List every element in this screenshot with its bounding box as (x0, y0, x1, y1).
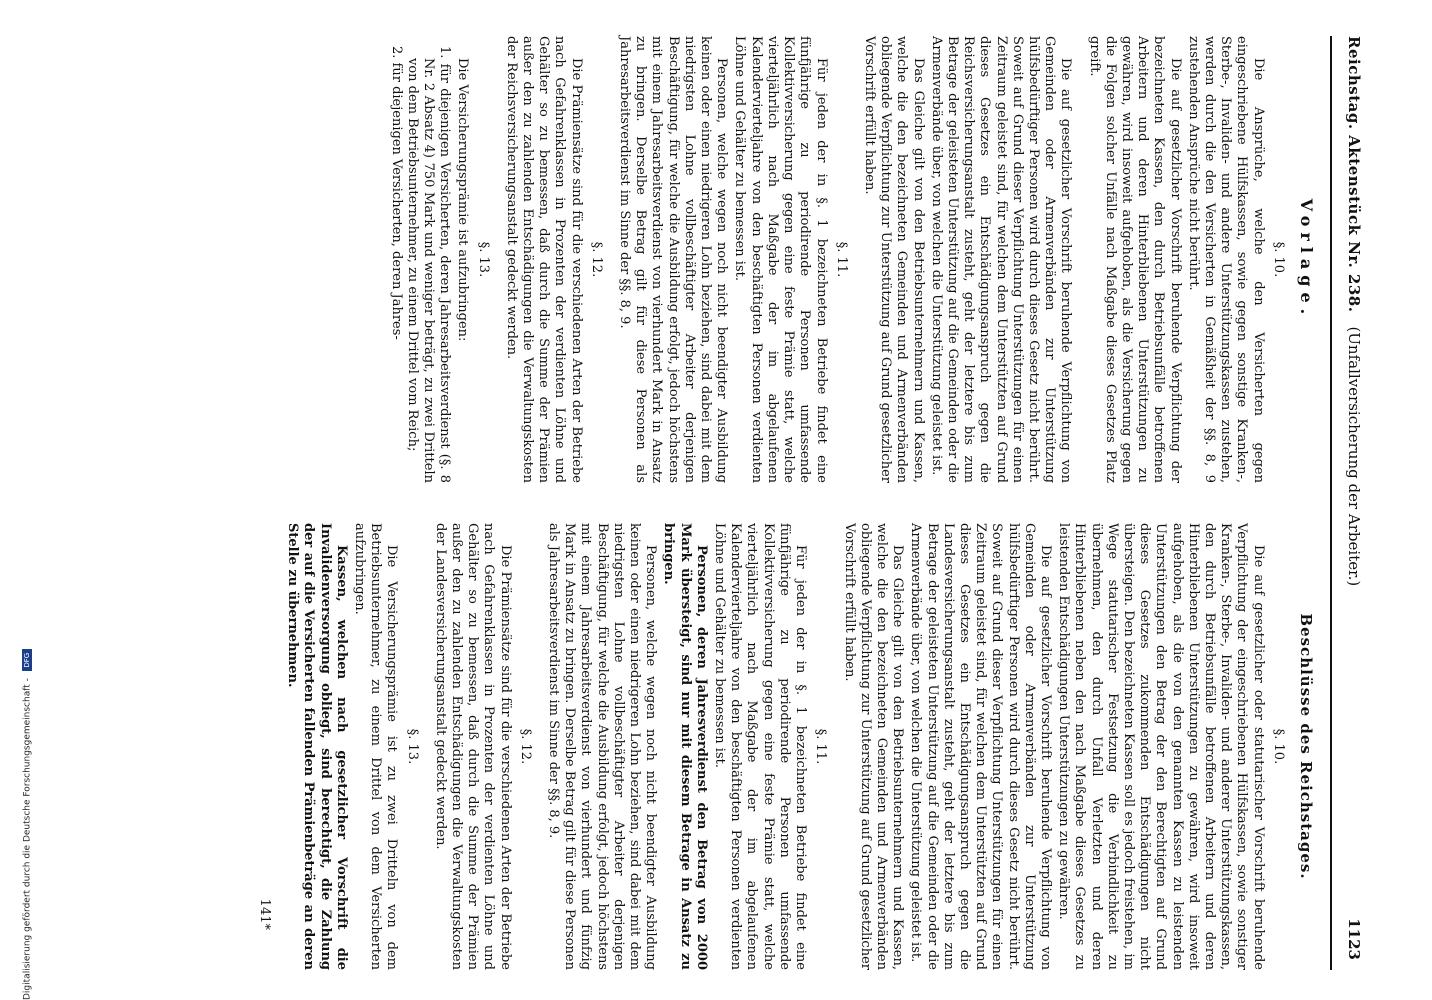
paragraph: Die Prämiensätze sind für die verschiedenen Arten der Betriebe nach Gefahrenklassen in Prozenten der verdienten Löhne und Gehälter so zu bemessen, daß durch die Summe der Prämien außer den zu zahlenden Entschädigungen die Verwaltungskosten der Landesversicherungsanstalt gedeckt werden. (432, 523, 513, 970)
section-heading: §. 10. (1270, 241, 1286, 278)
section-heading: §. 11. (833, 241, 849, 278)
paragraph: Die Versicherungsprämie ist aufzubringen: (455, 58, 471, 342)
header-left: Reichstag. Aktenstück Nr. 238. (1345, 36, 1363, 313)
section-heading: §. 13. (404, 728, 420, 765)
page-header (1330, 36, 1362, 970)
paragraph: Die Prämiensätze sind für die verschiedenen Arten der Betriebe nach Gefahrenklassen in Prozenten der verdienten Löhne und Gehälter so zu bemessen, daß durch die Summe der Prämien außer den zu zahlenden Entschädigungen die Verwaltungskosten der Reichsversicherungsanstalt gedeckt werden. (503, 36, 584, 483)
paragraph: Das Gleiche gilt von den Betriebsunternehmern und Kassen, welche die den bezeichneten Gemeinden und Armenverbänden obliegende Verpflichtung zur Unterstützung auf Grund gesetzlicher Vorschrift erfüllt haben. (861, 36, 926, 483)
section-heading: §. 10. (1270, 728, 1286, 765)
paragraph: Für jeden der in §. 1 bezeichneten Betriebe findet eine fünfjährige zu periodirende Personen umfassende Kollektivversicherung gegen eine feste Prämie statt, welche vierteljährlich nach Maßgabe der im abgelaufenen Kalendervierteljahre von den beschäftigten Personen verdienten Löhne und Gehälter zu bemessen ist. (712, 523, 809, 970)
section-heading: §. 11. (813, 728, 829, 765)
paragraph: Die auf gesetzlicher Vorschrift beruhende Verpflichtung von Gemeinden oder Armenverbänden zur Unterstützung hülfsbedürftiger Personen wird durch dieses Gesetz nicht berührt. Soweit auf Grund dieser Verpflichtung Unterstützungen für einen Zeitraum geleistet sind, für welchen dem Unterstützten auf Grund dieses Gesetzes ein Entschädigungsanspruch gegen die Landesversicherungsanstalt zusteht, geht der letztere bis zum Betrage der geleisteten Unterstützung auf die Gemeinden oder die Armenverbände über, von welchen die Unterstützung geleistet ist. (908, 523, 1053, 970)
right-section-12 (432, 523, 533, 970)
section-heading: §. 12. (588, 241, 604, 278)
right-section-11 (545, 523, 828, 970)
digitization-footer (22, 649, 33, 1000)
paragraph: Das Gleiche gilt von den Betriebsunternehmern und Kassen, welche die den bezeichneten Gemeinden und Armenverbänden obliegende Verpflichtung zur Unterstützung auf Grund gesetzlicher Vorschrift erfüllt haben. (841, 523, 906, 970)
section-heading: §. 12. (517, 728, 533, 765)
paragraph: Personen, welche wegen noch nicht beendigter Ausbildung keinen oder einen niedrigeren Lohn beziehen, sind dabei mit dem niedrigsten Lohne vollbeschäftigter Arbeiter derjenigen Beschäftigung, für welche die Ausbildung erfolgt, jedoch höchstens mit einem Jahresarbeitsverdienst von vierhundert Mark in Ansatz zu bringen. Derselbe Betrag gilt für diese Personen als Jahresarbeitsverdienst im Sinne der §§. 8, 9. (617, 36, 730, 483)
section-heading: §. 13. (475, 241, 491, 278)
paragraph: Personen, deren Jahresverdienst den Betrag von 2000 Mark übersteigt, sind nur mit diesem Betrage in Ansatz zu bringen. (661, 523, 709, 970)
left-section-13 (387, 36, 490, 483)
two-column-body (256, 36, 1320, 970)
left-section-10 (1085, 36, 1285, 483)
paragraph: Personen, welche wegen noch nicht beendigter Ausbildung keinen oder einen niedrigeren Lohn beziehen, sind dabei mit dem niedrigsten Lohne vollbeschäftigter Arbeiter derjenigen Beschäftigung, für welche die Ausbildung erfolgt, jedoch höchstens mit einem Jahresarbeitsverdienst von vierhundert und fünfzig Mark in Ansatz zu bringen. Derselbe Betrag gilt für diese Personen als Jahresarbeitsverdienst im Sinne der §§. 8, 9. (546, 523, 659, 970)
paragraph: Die Versicherungsprämie ist zu zwei Dritteln von dem Betriebsunternehmer, zu einem Drittel von dem Versicherten aufzubringen. (352, 523, 400, 970)
right-column-title: Beschlüsse des Reichstages. (1297, 613, 1315, 880)
paragraph: Die auf gesetzlicher oder statutarischer Vorschrift beruhende Verpflichtung der eingeschriebenen Hülfskassen, sowie sonstiger Kranken-, Sterbe-, Invaliden- und anderer Unterstützungskassen, den durch Betriebsunfälle betroffenen Arbeitern und deren Hinterbliebenen Unterstützungen zu gewähren, wird insoweit aufgehoben, als die von den genannten Kassen zu leistenden Unterstützungen den Betrag der den Berechtigten auf Grund dieses Gesetzes zukommenden Entschädigungen nicht übersteigen. Den bezeichneten Kassen soll es jedoch freistehen, im Wege statutarischer Festsetzung die Verbindlichkeit zu übernehmen, den durch Unfall Verletzten und deren Hinterbliebenen neben den nach Maßgabe dieses Gesetzes zu leistenden Entschädigungen Unterstützungen zu gewähren. (1056, 523, 1266, 970)
document-page (20, 0, 1380, 1000)
left-section-11 (616, 36, 849, 483)
paragraph: Kassen, welchen nach gesetzlicher Vorschrift die Invalidenversorgung obliegt, sind berechtigt, die Zahlung der auf die Versicherten fallenden Prämienbeträge an deren Stelle zu übernehmen. (285, 523, 349, 970)
right-section-13 (284, 523, 420, 970)
sheet-signature: 141* (257, 898, 273, 930)
list-item: 1. für diejenigen Versicherten, deren Jahresarbeitsverdienst (§. 8 Nr. 2 Absatz 4) 750 Mark und weniger beträgt, zu zwei Dritteln von dem Betriebsunternehmer, zu einem Drittel vom Reich; (404, 46, 453, 483)
list-item: 2. für diejenigen Versicherten, deren Jahres- (388, 46, 404, 340)
left-column-vorlage (256, 36, 1320, 483)
footer-text: Digitalisierung gefördert durch die Deutsche Forschungsgemeinschaft - (22, 678, 33, 1000)
paragraph: Die auf gesetzlicher Vorschrift beruhende Verpflichtung der bezeichneten Kassen, den durch Betriebsunfälle betroffenen Arbeitern und deren Hinterbliebenen Unterstützungen zu gewähren, wird insoweit aufgehoben, als die Versicherung gegen die Folgen solcher Unfälle nach Maßgabe dieses Gesetzes Platz greift. (1086, 36, 1183, 483)
right-section-10 (840, 523, 1285, 970)
dfg-logo-icon: DFG (22, 649, 32, 671)
right-column-beschluesse (256, 523, 1320, 970)
left-section-12 (503, 36, 604, 483)
page-number: 1123 (1345, 918, 1363, 960)
paragraph: Die Ansprüche, welche den Versicherten gegen eingeschriebene Hülfskassen, sowie gegen sonstige Kranken-, Sterbe-, Invaliden- und andere Unterstützungskassen zustehen, werden durch die den Versicherten in Gemäßheit der §§. 8, 9 zustehenden Ansprüche nicht berührt. (1185, 36, 1266, 483)
left-section-10-cont (861, 36, 1074, 483)
header-center: (Unfallversicherung der Arbeiter.) (1345, 326, 1363, 587)
paragraph: Für jeden der in §. 1 bezeichneten Betriebe findet eine fünfjährige zu periodirende Personen umfassende Kollektivversicherung gegen eine feste Prämie statt, welche vierteljährlich nach Maßgabe der im abgelaufenen Kalendervierteljahre von den beschäftigten Personen verdienten Löhne und Gehälter zu bemessen ist. (732, 36, 829, 483)
paragraph: Die auf gesetzlicher Vorschrift beruhende Verpflichtung von Gemeinden oder Armenverbänden zur Unterstützung hülfsbedürftiger Personen wird durch dieses Gesetz nicht berührt. Soweit auf Grund dieser Verpflichtung Unterstützungen für einen Zeitraum geleistet sind, für welchen dem Unterstützten auf Grund dieses Gesetzes ein Entschädigungsanspruch gegen die Reichsversicherungsanstalt zusteht, geht der letztere bis zum Betrage der geleisteten Unterstützung auf die Gemeinden oder die Armenverbände über, von welchen die Unterstützung geleistet ist. (928, 36, 1074, 483)
left-column-title: Vorlage. (1297, 198, 1316, 321)
